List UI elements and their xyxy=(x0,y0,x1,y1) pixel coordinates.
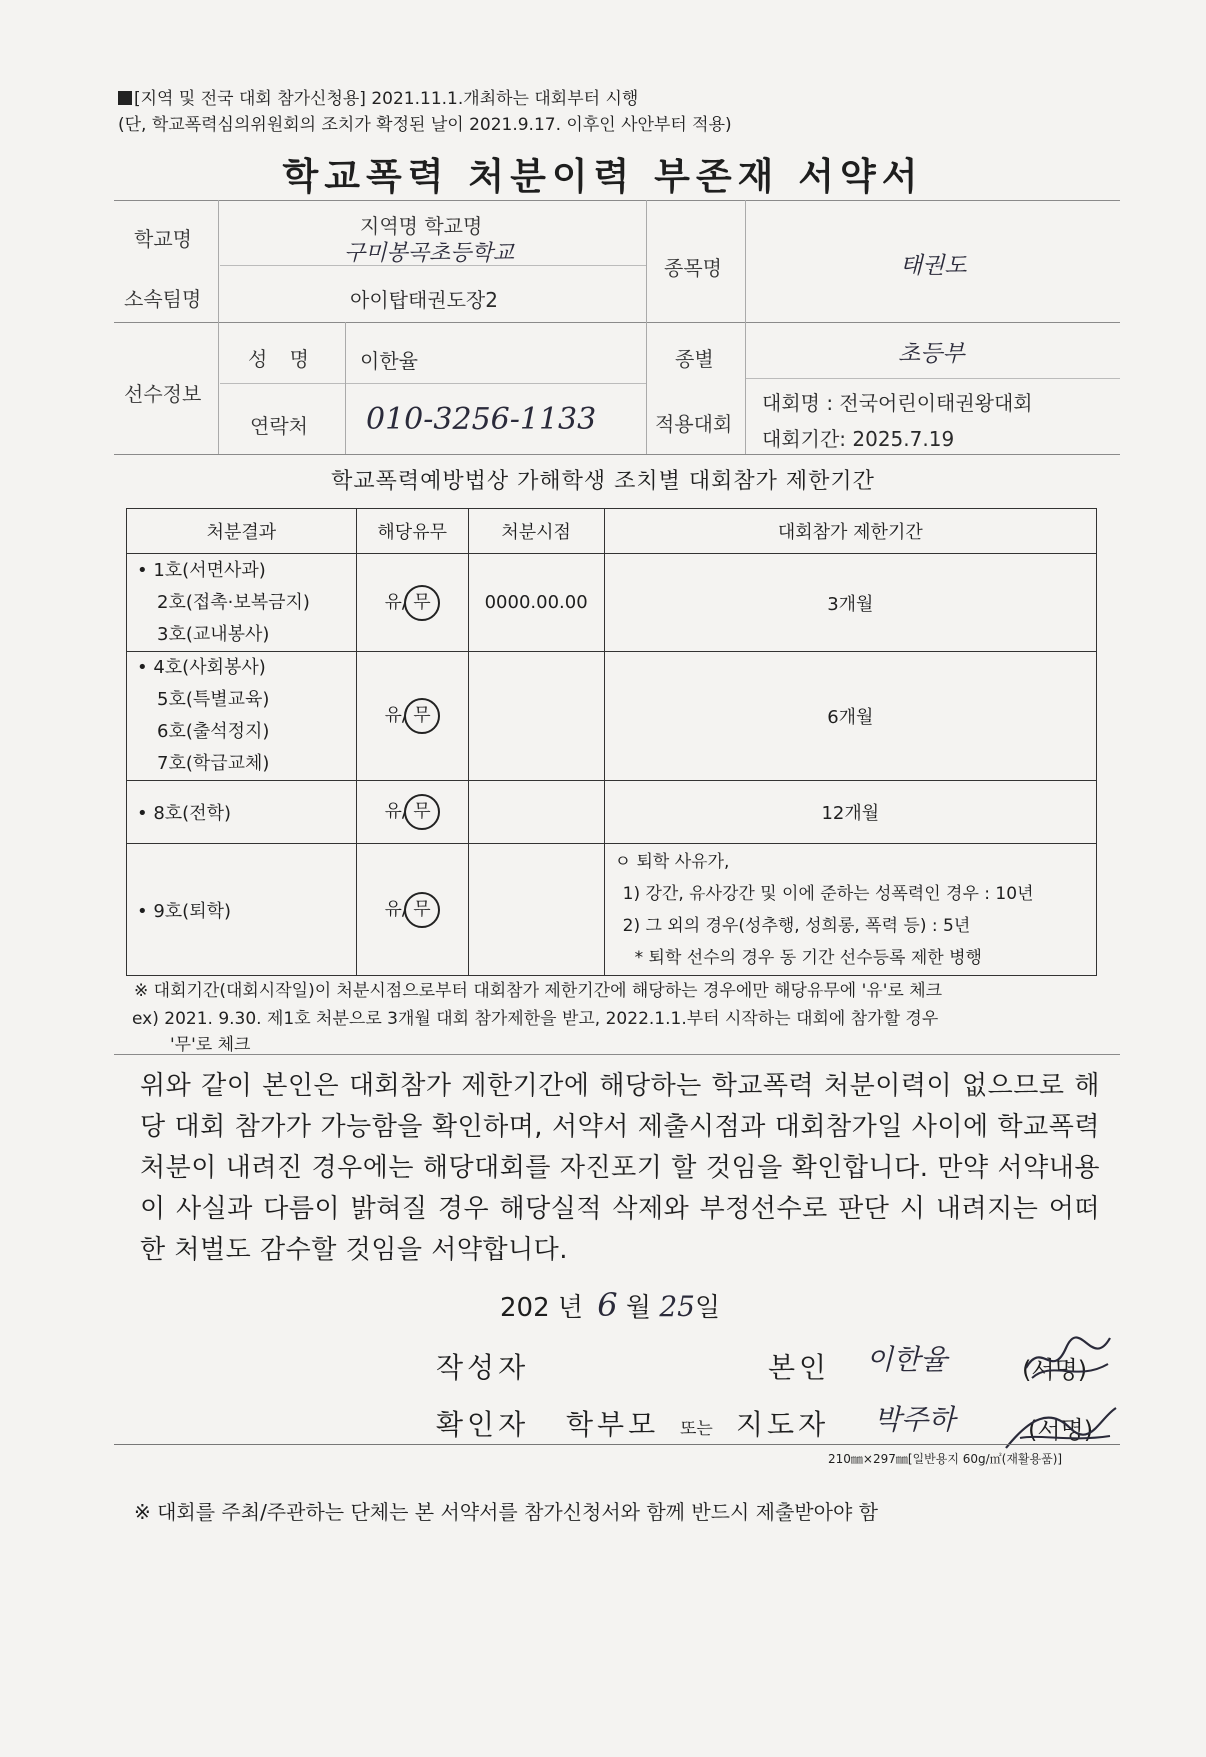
square-bullet-icon xyxy=(118,91,132,105)
table-row xyxy=(127,781,1097,844)
division-value: 초등부 xyxy=(898,341,965,367)
footer-note: ※ 대회를 주최/주관하는 단체는 본 서약서를 참가신청서와 함께 반드시 제출받아야 함 xyxy=(134,1500,878,1524)
yes-option: 유/ xyxy=(384,591,408,613)
date-cell xyxy=(468,652,604,781)
column-header: 해당유무 xyxy=(356,509,468,554)
event-value: 태권도 xyxy=(900,253,967,279)
period-cell: 12개월 xyxy=(604,781,1096,844)
self-name: 이한율 xyxy=(866,1343,948,1376)
divider xyxy=(114,1444,1120,1445)
guardian-label: 학부모 xyxy=(566,1408,660,1441)
yes-no-cell xyxy=(356,781,468,844)
date-line xyxy=(500,1286,720,1324)
period-line: * 퇴학 선수의 경우 동 기간 선수등록 제한 병행 xyxy=(634,947,982,968)
divider xyxy=(220,383,646,384)
note-1: ※ 대회기간(대회시작일)이 처분시점으로부터 대회참가 제한기간에 해당하는 경우에만 해당유무에 '유'로 체크 xyxy=(134,981,943,1001)
coach-name: 박주하 xyxy=(874,1403,956,1436)
period-line: 1) 강간, 유사강간 및 이에 준하는 성폭력인 경우 : 10년 xyxy=(622,883,1034,904)
result-item: 5호(특별교육) xyxy=(157,689,270,710)
result-item: 6호(출석정지) xyxy=(157,721,270,742)
no-option-circled: 무 xyxy=(404,585,440,621)
result-item: 7호(학급교체) xyxy=(157,753,270,774)
coach-sign: (서명) xyxy=(1028,1416,1094,1444)
result-cell xyxy=(127,781,357,844)
result-cell xyxy=(127,652,357,781)
self-label: 본인 xyxy=(768,1351,831,1384)
date-month-unit: 월 xyxy=(625,1293,652,1323)
note-2: ex) 2021. 9.30. 제1호 처분으로 3개월 대회 참가제한을 받고, 2022.1.1.부터 시작하는 대회에 참가할 경우 xyxy=(132,1009,939,1029)
period-line: ㅇ 퇴학 사유가, xyxy=(614,851,730,872)
no-option-circled: 무 xyxy=(404,892,440,928)
result-item: • 8호(전학) xyxy=(137,803,231,824)
result-item: • 4호(사회봉사) xyxy=(137,657,266,678)
period-cell xyxy=(604,844,1096,976)
coach-label: 지도자 xyxy=(736,1408,830,1441)
penalty-table xyxy=(126,508,1097,976)
document-title: 학교폭력 처분이력 부존재 서약서 xyxy=(282,155,924,198)
contact-label: 연락처 xyxy=(250,414,308,438)
paper-spec: 210㎜×297㎜[일반용지 60g/㎡(재활용품)] xyxy=(828,1452,1063,1466)
writer-label: 작성자 xyxy=(436,1351,530,1384)
contact-value: 010-3256-1133 xyxy=(366,402,597,437)
yes-option: 유/ xyxy=(384,801,408,822)
school-value: 구미봉곡초등학교 xyxy=(344,241,515,266)
divider xyxy=(746,378,1120,379)
column-header: 대회참가 제한기간 xyxy=(604,509,1096,554)
date-month: 6 xyxy=(597,1286,618,1324)
column-header: 처분시점 xyxy=(468,509,604,554)
signature-scribble xyxy=(1022,1330,1114,1390)
table-row xyxy=(127,652,1097,781)
yes-option: 유/ xyxy=(384,898,408,920)
divider xyxy=(745,200,746,454)
notice-line-2: (단, 학교폭력심의위원회의 조치가 확정된 날이 2021.9.17. 이후인 사안부터 적용) xyxy=(118,115,732,135)
no-option-circled: 무 xyxy=(404,794,440,830)
table-row xyxy=(127,554,1097,652)
divider xyxy=(646,200,647,454)
result-item: • 9호(퇴학) xyxy=(137,900,231,922)
info-table-bottom-border xyxy=(114,454,1120,455)
result-item: 3호(교내봉사) xyxy=(157,623,270,645)
divider xyxy=(114,322,1120,323)
table-header-row xyxy=(127,509,1097,554)
competition-label: 적용대회 xyxy=(655,412,733,436)
info-table-top-border xyxy=(114,200,1120,201)
result-item: • 1호(서면사과) xyxy=(137,559,266,581)
notice-line-1: [지역 및 전국 대회 참가신청용] 2021.11.1.개최하는 대회부터 시행 xyxy=(118,84,638,109)
signature-scribble xyxy=(1000,1398,1120,1458)
period-line: 2) 그 외의 경우(성추행, 성희롱, 폭력 등) : 5년 xyxy=(622,915,971,936)
yes-option: 유/ xyxy=(384,705,408,726)
note-3: '무'로 체크 xyxy=(170,1035,251,1055)
result-item: 2호(접촉·보복금지) xyxy=(157,591,310,613)
table-row xyxy=(127,844,1097,976)
or-label: 또는 xyxy=(680,1419,713,1439)
team-value: 아이탑태권도장2 xyxy=(350,288,498,312)
period-cell: 3개월 xyxy=(604,554,1096,652)
name-label: 성 명 xyxy=(248,347,317,371)
penalty-table-subtitle: 학교폭력예방법상 가해학생 조치별 대회참가 제한기간 xyxy=(331,469,875,494)
date-cell: 0000.00.00 xyxy=(468,554,604,652)
school-hint: 지역명 학교명 xyxy=(360,214,483,238)
confirmer-label: 확인자 xyxy=(436,1408,530,1441)
date-cell xyxy=(468,844,604,976)
result-cell xyxy=(127,844,357,976)
competition-name: 대회명 : 전국어린이태권왕대회 xyxy=(762,391,1033,415)
divider xyxy=(218,200,219,454)
no-option-circled: 무 xyxy=(404,698,440,734)
yes-no-cell xyxy=(356,554,468,652)
yes-no-cell xyxy=(356,844,468,976)
date-cell xyxy=(468,781,604,844)
event-label: 종목명 xyxy=(664,256,722,280)
yes-no-cell xyxy=(356,652,468,781)
date-year: 202 xyxy=(500,1293,550,1323)
team-label: 소속팀명 xyxy=(124,287,202,311)
school-label: 학교명 xyxy=(134,227,192,251)
period-cell: 6개월 xyxy=(604,652,1096,781)
date-year-unit: 년 xyxy=(557,1293,584,1323)
pledge-text: 위와 같이 본인은 대회참가 제한기간에 해당하는 학교폭력 처분이력이 없으므로 해당 대회 참가가 가능함을 확인하며, 서약서 제출시점과 대회참가일 사이에 학교폭력 처분이 내려진 경우에는 해당대회를 자진포기 할 것임을 확인합니다. 만약 서약내용이 사실과 다름이 밝혀질 경우 해당실적 삭제와 부정선수로 판단 시 내려지는 어떠한 처벌도 감수할 것임을 서약합니다. xyxy=(140,1071,1100,1265)
date-day: 25 xyxy=(659,1290,695,1323)
divider xyxy=(114,1054,1120,1055)
date-day-unit: 일 xyxy=(694,1293,721,1323)
divider xyxy=(345,322,346,454)
name-value: 이한율 xyxy=(360,349,418,373)
result-cell xyxy=(127,554,357,652)
column-header: 처분결과 xyxy=(127,509,357,554)
self-sign: (서명) xyxy=(1022,1356,1088,1384)
competition-period: 대회기간: 2025.7.19 xyxy=(762,427,955,451)
division-label: 종별 xyxy=(675,347,714,371)
player-section-label: 선수정보 xyxy=(124,382,202,406)
